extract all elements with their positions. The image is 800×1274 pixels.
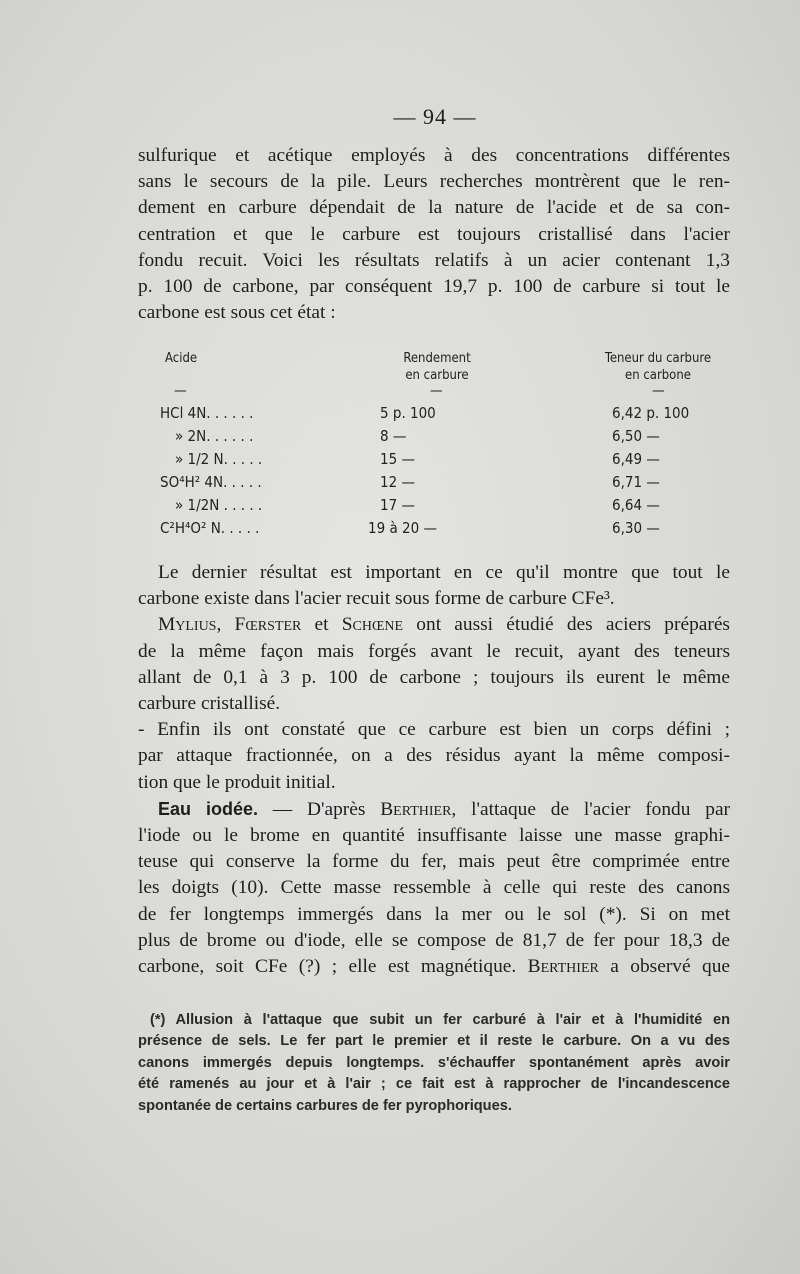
author-name: Berthier <box>527 956 599 978</box>
section-heading: Eau iodée. <box>158 798 258 819</box>
header-rule: — <box>430 383 443 399</box>
column-header-carbon <box>578 350 738 384</box>
table-cell-acid: C²H⁴O² N. . . . . <box>160 519 260 537</box>
footnote-line: (*) Allusion à l'attaque que subit un fer carburé à l'air et à l'humidité en <box>150 1012 730 1028</box>
text-line: carbone est sous cet état : <box>138 302 336 324</box>
footnote-line: spontanée de certains carbures de fer pyrophoriques. <box>138 1097 512 1114</box>
header-line: en carbure <box>405 368 469 383</box>
text-fragment: a observé que <box>598 956 731 978</box>
table-cell-acid: SO⁴H² 4N. . . . . <box>160 473 262 491</box>
table-cell-carbon: 6,30 — <box>612 519 660 537</box>
table-cell-acid: HCl 4N. . . . . . <box>160 404 254 422</box>
table-cell-carbon: 6,49 — <box>612 450 660 468</box>
text-line <box>138 612 730 638</box>
header-line: Rendement <box>403 351 471 366</box>
paragraph-intro <box>138 143 730 326</box>
text-line: centration et que le carbure est toujours cristallisé dans l'acier <box>138 223 730 245</box>
author-name: Berthier <box>380 798 452 820</box>
header-rule: — <box>174 383 187 399</box>
text-line: sulfurique et acétique employés à des concentrations différentes <box>138 145 730 166</box>
text-line <box>138 954 730 980</box>
text-line: les doigts (10). Cette masse ressemble à celle qui reste des canons <box>138 877 730 899</box>
table-cell-yield: 19 à 20 — <box>368 519 437 537</box>
column-header-yield <box>372 350 502 384</box>
text-fragment: ont aussi étudié des aciers préparés <box>403 614 730 636</box>
header-rule: — <box>652 383 665 399</box>
table-cell-acid: » 1/2N . . . . . <box>175 496 263 514</box>
table-cell-acid: » 1/2 N. . . . . <box>175 450 263 468</box>
text-line: tion que le produit initial. <box>138 771 336 793</box>
text-fragment: , l'attaque de l'acier fondu par <box>451 798 731 820</box>
column-header-acid: Acide <box>165 351 198 366</box>
text-line: fondu recuit. Voici les résultats relatifs à un acier contenant 1,3 <box>138 249 730 271</box>
text-line: carbone existe dans l'acier recuit sous forme de carbure CFe³. <box>138 588 615 610</box>
text-line: - Enfin ils ont constaté que ce carbure est bien un corps défini ; <box>138 719 730 741</box>
text-line: p. 100 de carbone, par conséquent 19,7 p. 100 de carbure si tout le <box>138 276 730 298</box>
text-line: carbure cristallisé. <box>138 693 281 715</box>
text-fragment: , <box>216 614 235 636</box>
header-line: Teneur du carbure <box>604 351 712 366</box>
text-line <box>138 796 730 823</box>
table-cell-carbon: 6,71 — <box>612 473 660 491</box>
author-name: Mylius <box>158 614 217 636</box>
table-cell-acid: » 2N. . . . . . <box>175 427 254 445</box>
text-line: de la même façon mais forgés avant le recuit, ayant des teneurs <box>138 640 730 662</box>
footnote-line: présence de sels. Le fer part le premier et il reste le carbure. On a vu des <box>138 1033 730 1050</box>
author-name: Schœne <box>341 614 404 636</box>
footnote-line: été ramenés au jour et à l'air ; ce fait est à rapprocher de l'incandescence <box>138 1076 730 1093</box>
text-line: sans le secours de la pile. Leurs recherches montrèrent que le ren- <box>138 171 730 193</box>
results-table <box>0 350 800 540</box>
table-cell-yield: 5 p. 100 <box>380 404 436 422</box>
table-cell-yield: 15 — <box>380 450 415 468</box>
author-name: Fœrster <box>234 614 302 636</box>
page-number: — 94 — <box>393 104 477 129</box>
text-line: plus de brome ou d'iode, elle se compose de 81,7 de fer pour 18,3 de <box>138 929 730 951</box>
text-line: l'iode ou le brome en quantité insuffisante laisse une masse graphi- <box>138 825 730 847</box>
table-cell-yield: 17 — <box>380 496 415 514</box>
table-cell-carbon: 6,64 — <box>612 496 660 514</box>
text-line: dement en carbure dépendait de la nature de l'acide et de sa con- <box>138 197 730 219</box>
paragraph-body <box>138 560 730 980</box>
footnote <box>138 1010 730 1117</box>
footnote-line: canons immergés depuis longtemps. s'échauffer spontanément après avoir <box>138 1054 730 1071</box>
text-fragment: — D'après <box>258 798 381 820</box>
text-line: teuse qui conserve la forme du fer, mais peut être comprimée entre <box>138 851 730 873</box>
table-cell-yield: 8 — <box>380 427 407 445</box>
header-line: en carbone <box>625 368 691 383</box>
table-cell-carbon: 6,50 — <box>612 427 660 445</box>
text-fragment: et <box>301 614 342 636</box>
text-line: de fer longtemps immergés dans la mer ou le sol (*). Si on met <box>138 903 730 925</box>
text-line: par attaque fractionnée, on a des résidus ayant la même composi- <box>138 745 730 767</box>
text-line: allant de 0,1 à 3 p. 100 de carbone ; toujours ils eurent le même <box>138 666 730 688</box>
table-cell-yield: 12 — <box>380 473 415 491</box>
table-cell-carbon: 6,42 p. 100 <box>612 404 690 422</box>
text-fragment: carbone, soit CFe (?) ; elle est magnétique. <box>138 956 528 978</box>
text-line: Le dernier résultat est important en ce qu'il montre que tout le <box>158 562 730 583</box>
